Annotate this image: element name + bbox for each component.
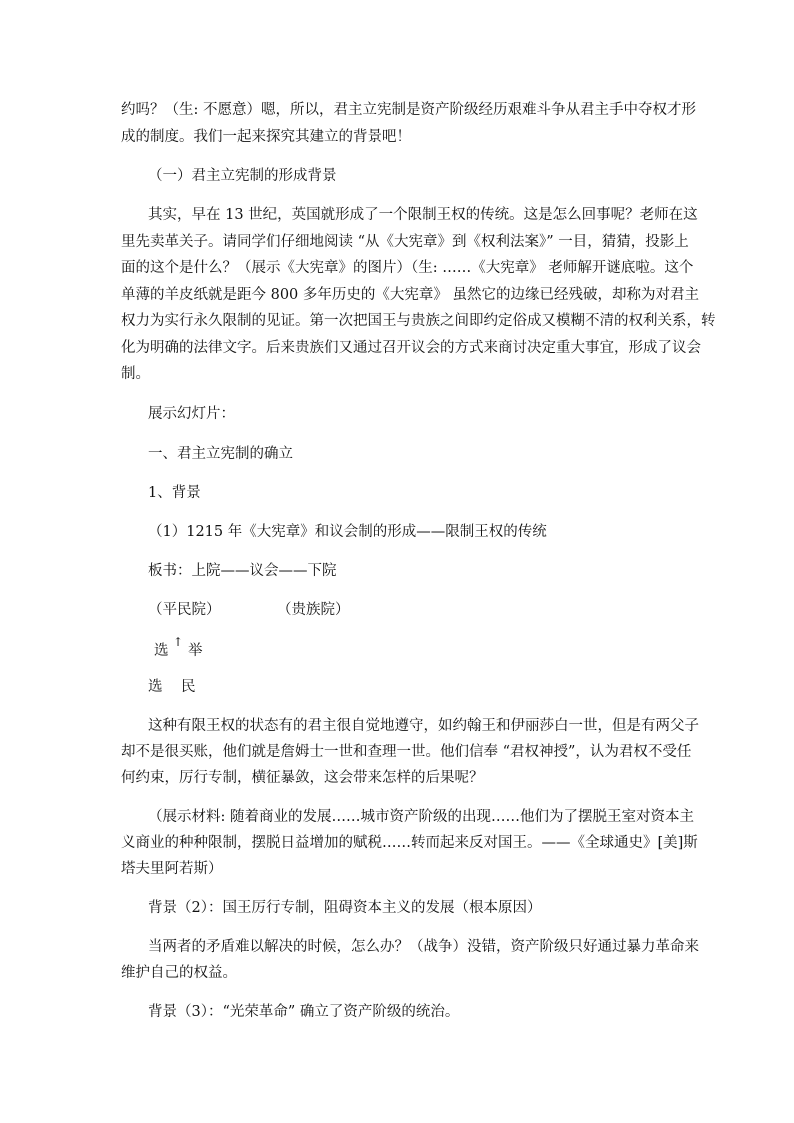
- paragraph-4-line-1: （展示材料: 随着商业的发展……城市资产阶级的出现……他们为了摆脱王室对资本主: [148, 809, 694, 825]
- board-elect-1: 选: [154, 643, 169, 659]
- board-voters-1: 选: [148, 679, 163, 695]
- paragraph-4-line-2: 义商业的种种限制，摆脱日益增加的赋税……转而起来反对国王。——《全球通史》[美]斯: [121, 835, 698, 851]
- paragraph-2-line-4: 单薄的羊皮纸就是距今 800 多年历史的《大宪章》 虽然它的边缘已经残破，却称为对君主: [121, 287, 699, 303]
- outline-heading-1: 一、君主立宪制的确立: [148, 446, 293, 462]
- paragraph-3-line-1: 这种有限王权的状态有的君主很自觉地遵守，如约翰王和伊丽莎白一世，但是有两父子: [148, 718, 699, 734]
- background-2: 背景（2）：国王厉行专制，阻碍资本主义的发展（根本原因）: [148, 900, 542, 916]
- board-line-1: 板书：上院——议会——下院: [148, 563, 337, 579]
- paragraph-3-line-3: 何约束，厉行专制，横征暴敛，这会带来怎样的后果呢？: [121, 770, 484, 786]
- paragraph-5-line-1: 当两者的矛盾难以解决的时候，怎么办？（战争）没错，资产阶级只好通过暴力革命来: [148, 939, 699, 955]
- outline-heading-3: （1）1215 年《大宪章》和议会制的形成——限制王权的传统: [148, 524, 547, 540]
- paragraph-4-line-3: 塔夫里阿若斯）: [121, 861, 223, 877]
- outline-heading-2: 1、背景: [148, 485, 201, 501]
- paragraph-2-line-3: 面的这个是什么？（展示《大宪章》的图片）（生: ……《大宪章》 老师解开谜底啦。这个: [121, 260, 694, 276]
- paragraph-3-line-2: 却不是很买账，他们就是詹姆士一世和查理一世。他们信奉 “君权神授”，认为君权不受任: [121, 744, 692, 760]
- paragraph-5-line-2: 维护自己的权益。: [121, 965, 237, 981]
- paragraph-2-line-1: 其实，早在 13 世纪，英国就形成了一个限制王权的传统。这是怎么回事呢？老师在这: [148, 207, 698, 223]
- paragraph-1-line-1: 约吗？（生: 不愿意）嗯，所以，君主立宪制是资产阶级经历艰难斗争从君主手中夺权才形: [121, 102, 696, 118]
- paragraph-2-line-7: 制。: [121, 366, 150, 382]
- board-lords: （贵族院）: [277, 602, 350, 618]
- section-heading: （一）君主立宪制的形成背景: [148, 168, 337, 184]
- board-elect-2: 举: [188, 643, 203, 659]
- paragraph-1-line-2: 成的制度。我们一起来探究其建立的背景吧！: [121, 129, 411, 145]
- paragraph-2-line-5: 权力为实行永久限制的见证。第一次把国王与贵族之间即约定俗成又模糊不清的权利关系，转: [121, 313, 716, 329]
- board-commons: （平民院）: [148, 602, 221, 618]
- background-3: 背景（3）：“光荣革命” 确立了资产阶级的统治。: [148, 1004, 460, 1020]
- board-voters-2: 民: [181, 679, 196, 695]
- paragraph-2-line-6: 化为明确的法律文字。后来贵族们又通过召开议会的方式来商讨决定重大事宜，形成了议会: [121, 340, 701, 356]
- slide-intro: 展示幻灯片：: [148, 406, 235, 422]
- up-arrow-icon: ↑: [173, 635, 184, 649]
- paragraph-2-line-2: 里先卖革关子。请同学们仔细地阅读 “从《大宪章》到《权利法案》” 一目，猜猜，投影上: [121, 234, 689, 250]
